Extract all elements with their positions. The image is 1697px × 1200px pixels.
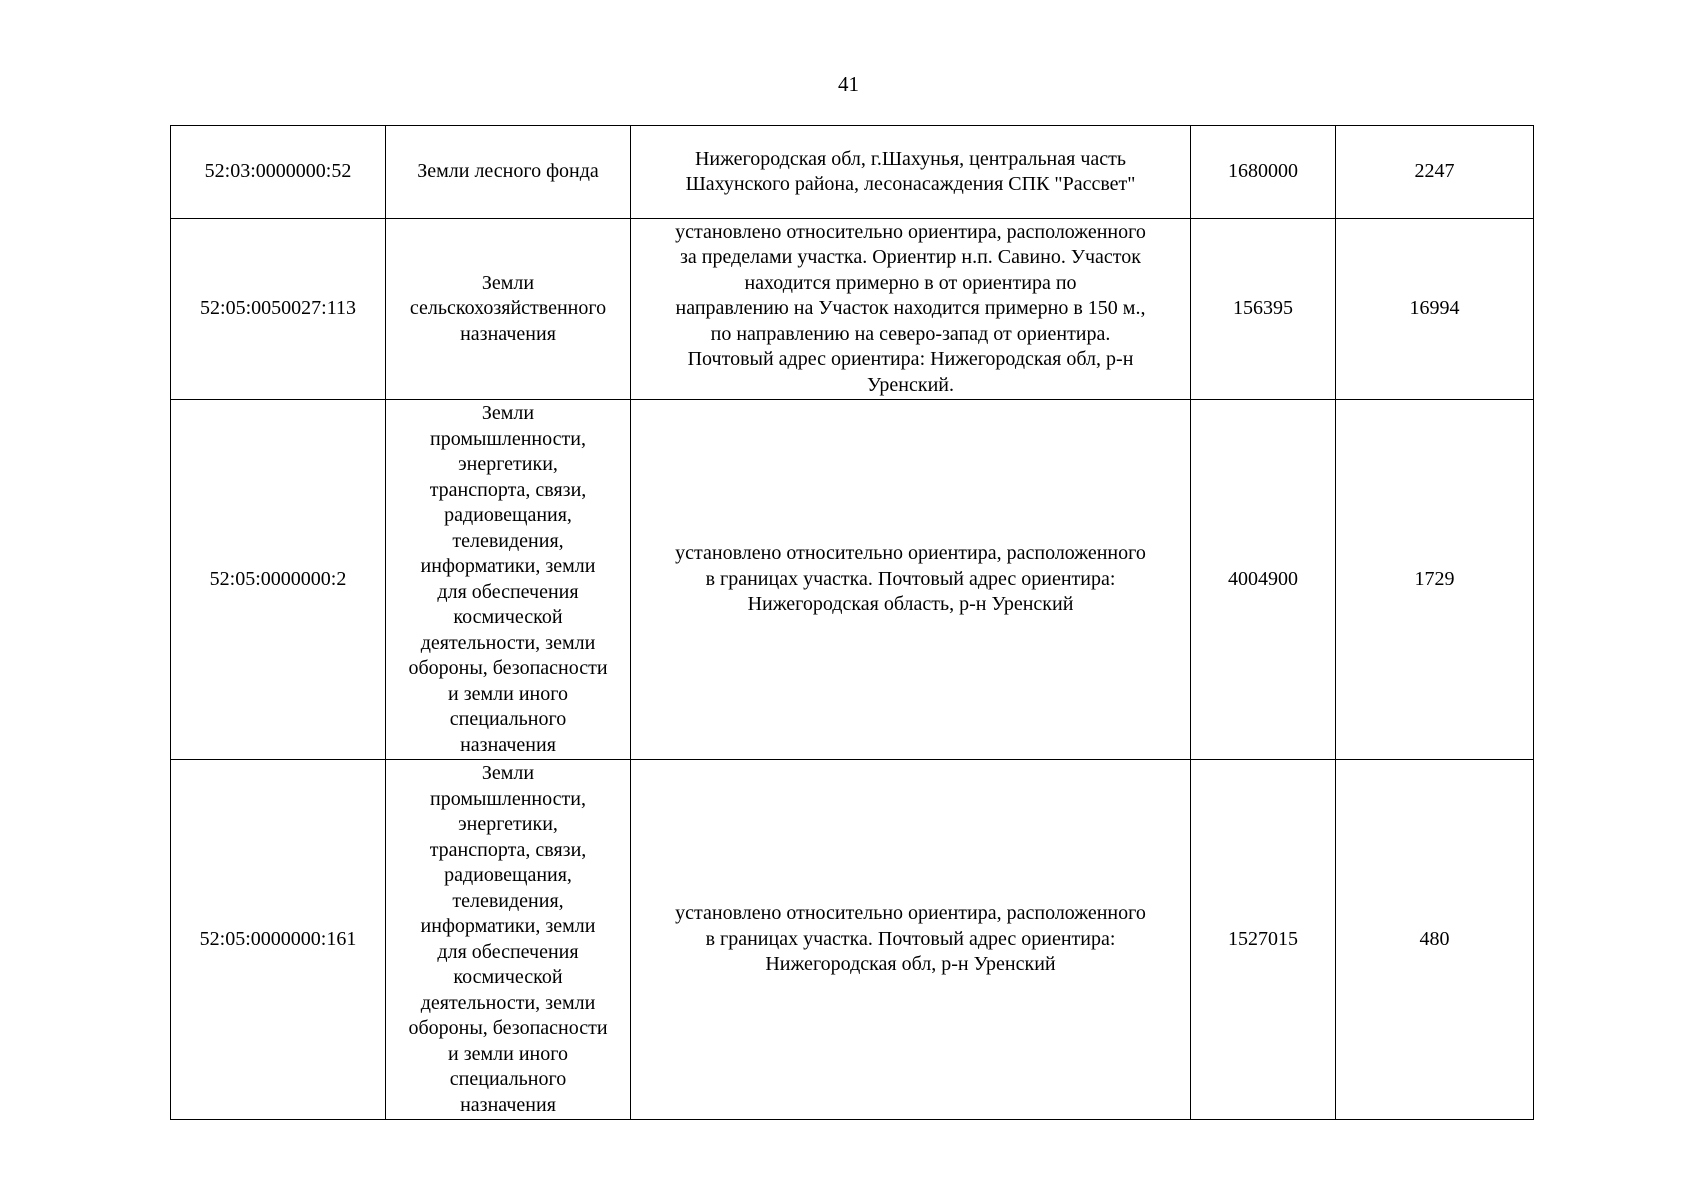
location-cell (631, 400, 1191, 760)
land-category-text (396, 271, 620, 348)
value-cell: 16994 (1336, 219, 1534, 400)
area-cell: 1680000 (1191, 126, 1336, 219)
land-category-line: телевидения, (452, 889, 564, 912)
land-category-line: энергетики, (458, 813, 558, 835)
location-line: Уренский. (867, 373, 954, 396)
land-category-text (396, 761, 620, 1118)
land-category-line: космической (453, 606, 563, 628)
location-line: Шахунского района, лесонасаждения СПК "Рассвет" (685, 173, 1136, 195)
location-line: установлено относительно ориентира, расположенного (675, 542, 1146, 565)
table-row (171, 760, 1534, 1120)
land-category-line: энергетики, (458, 453, 558, 475)
land-category-line: для обеспечения (437, 940, 579, 963)
value-cell: 480 (1336, 760, 1534, 1120)
land-category-cell (386, 126, 631, 219)
land-category-line: промышленности, (430, 427, 586, 450)
cadastral-number-cell: 52:05:0000000:2 (171, 400, 386, 760)
location-line: по направлению на северо-запад от ориентира. (710, 322, 1111, 345)
location-text (641, 220, 1180, 399)
land-category-line: Земли лесного фонда (417, 160, 599, 183)
location-line: Нижегородская обл, р-н Уренский (765, 953, 1056, 976)
land-category-cell (386, 219, 631, 400)
land-category-line: информатики, земли (420, 915, 596, 937)
land-category-line: сельскохозяйственного (409, 297, 607, 320)
page-number: 41 (838, 72, 859, 96)
land-category-line: для обеспечения (437, 580, 579, 603)
cadastral-number-cell: 52:03:0000000:52 (171, 126, 386, 219)
land-category-line: транспорта, связи, (429, 478, 587, 501)
land-category-line: обороны, безопасности (408, 1017, 608, 1039)
location-line: Нижегородская обл, г.Шахунья, центральная часть (694, 147, 1127, 170)
location-line: установлено относительно ориентира, расположенного (675, 902, 1146, 925)
location-line: Нижегородская область, р-н Уренский (747, 593, 1074, 616)
location-line: Почтовый адрес ориентира: Нижегородская обл, р-н (687, 348, 1134, 371)
location-line: за пределами участка. Ориентир н.п. Савино. Участок (679, 246, 1141, 269)
land-category-line: специального (449, 708, 567, 730)
cadastral-number-cell: 52:05:0000000:161 (171, 760, 386, 1120)
land-category-line: радиовещания, (444, 504, 572, 526)
land-category-line: специального (449, 1068, 567, 1090)
land-category-line: Земли (481, 762, 535, 784)
land-category-cell (386, 760, 631, 1120)
area-cell: 156395 (1191, 219, 1336, 400)
land-category-line: телевидения, (452, 529, 564, 552)
location-line: находится примерно в от ориентира по (744, 271, 1077, 294)
area-cell: 1527015 (1191, 760, 1336, 1120)
location-text (641, 901, 1180, 978)
land-category-line: транспорта, связи, (429, 838, 587, 861)
cadastral-number-cell: 52:05:0050027:113 (171, 219, 386, 400)
value-cell: 1729 (1336, 400, 1534, 760)
land-category-cell (386, 400, 631, 760)
location-text (641, 147, 1180, 198)
land-category-line: Земли (481, 271, 535, 294)
land-category-line: деятельности, земли (420, 631, 596, 654)
area-cell: 4004900 (1191, 400, 1336, 760)
location-cell (631, 760, 1191, 1120)
location-line: направлению на Участок находится примерно в 150 м., (675, 297, 1146, 320)
table-row (171, 126, 1534, 219)
location-line: в границах участка. Почтовый адрес ориентира: (705, 567, 1116, 590)
location-text (641, 541, 1180, 618)
land-category-line: назначения (460, 1093, 556, 1116)
land-plots-table (170, 125, 1534, 1120)
table-row (171, 219, 1534, 400)
land-category-text (396, 159, 620, 185)
table-row (171, 400, 1534, 760)
land-category-line: промышленности, (430, 787, 586, 810)
land-category-line: информатики, земли (420, 555, 596, 577)
location-line: установлено относительно ориентира, расположенного (675, 220, 1146, 243)
land-category-line: и земли иного (448, 1042, 568, 1065)
location-line: в границах участка. Почтовый адрес ориентира: (705, 927, 1116, 950)
land-category-line: космической (453, 966, 563, 988)
location-cell (631, 219, 1191, 400)
land-category-line: обороны, безопасности (408, 657, 608, 679)
land-category-line: назначения (460, 733, 556, 756)
land-category-text (396, 401, 620, 758)
land-category-line: Земли (481, 402, 535, 424)
value-cell: 2247 (1336, 126, 1534, 219)
land-category-line: радиовещания, (444, 864, 572, 886)
land-category-line: назначения (460, 322, 556, 345)
location-cell (631, 126, 1191, 219)
land-category-line: и земли иного (448, 682, 568, 705)
land-category-line: деятельности, земли (420, 991, 596, 1014)
